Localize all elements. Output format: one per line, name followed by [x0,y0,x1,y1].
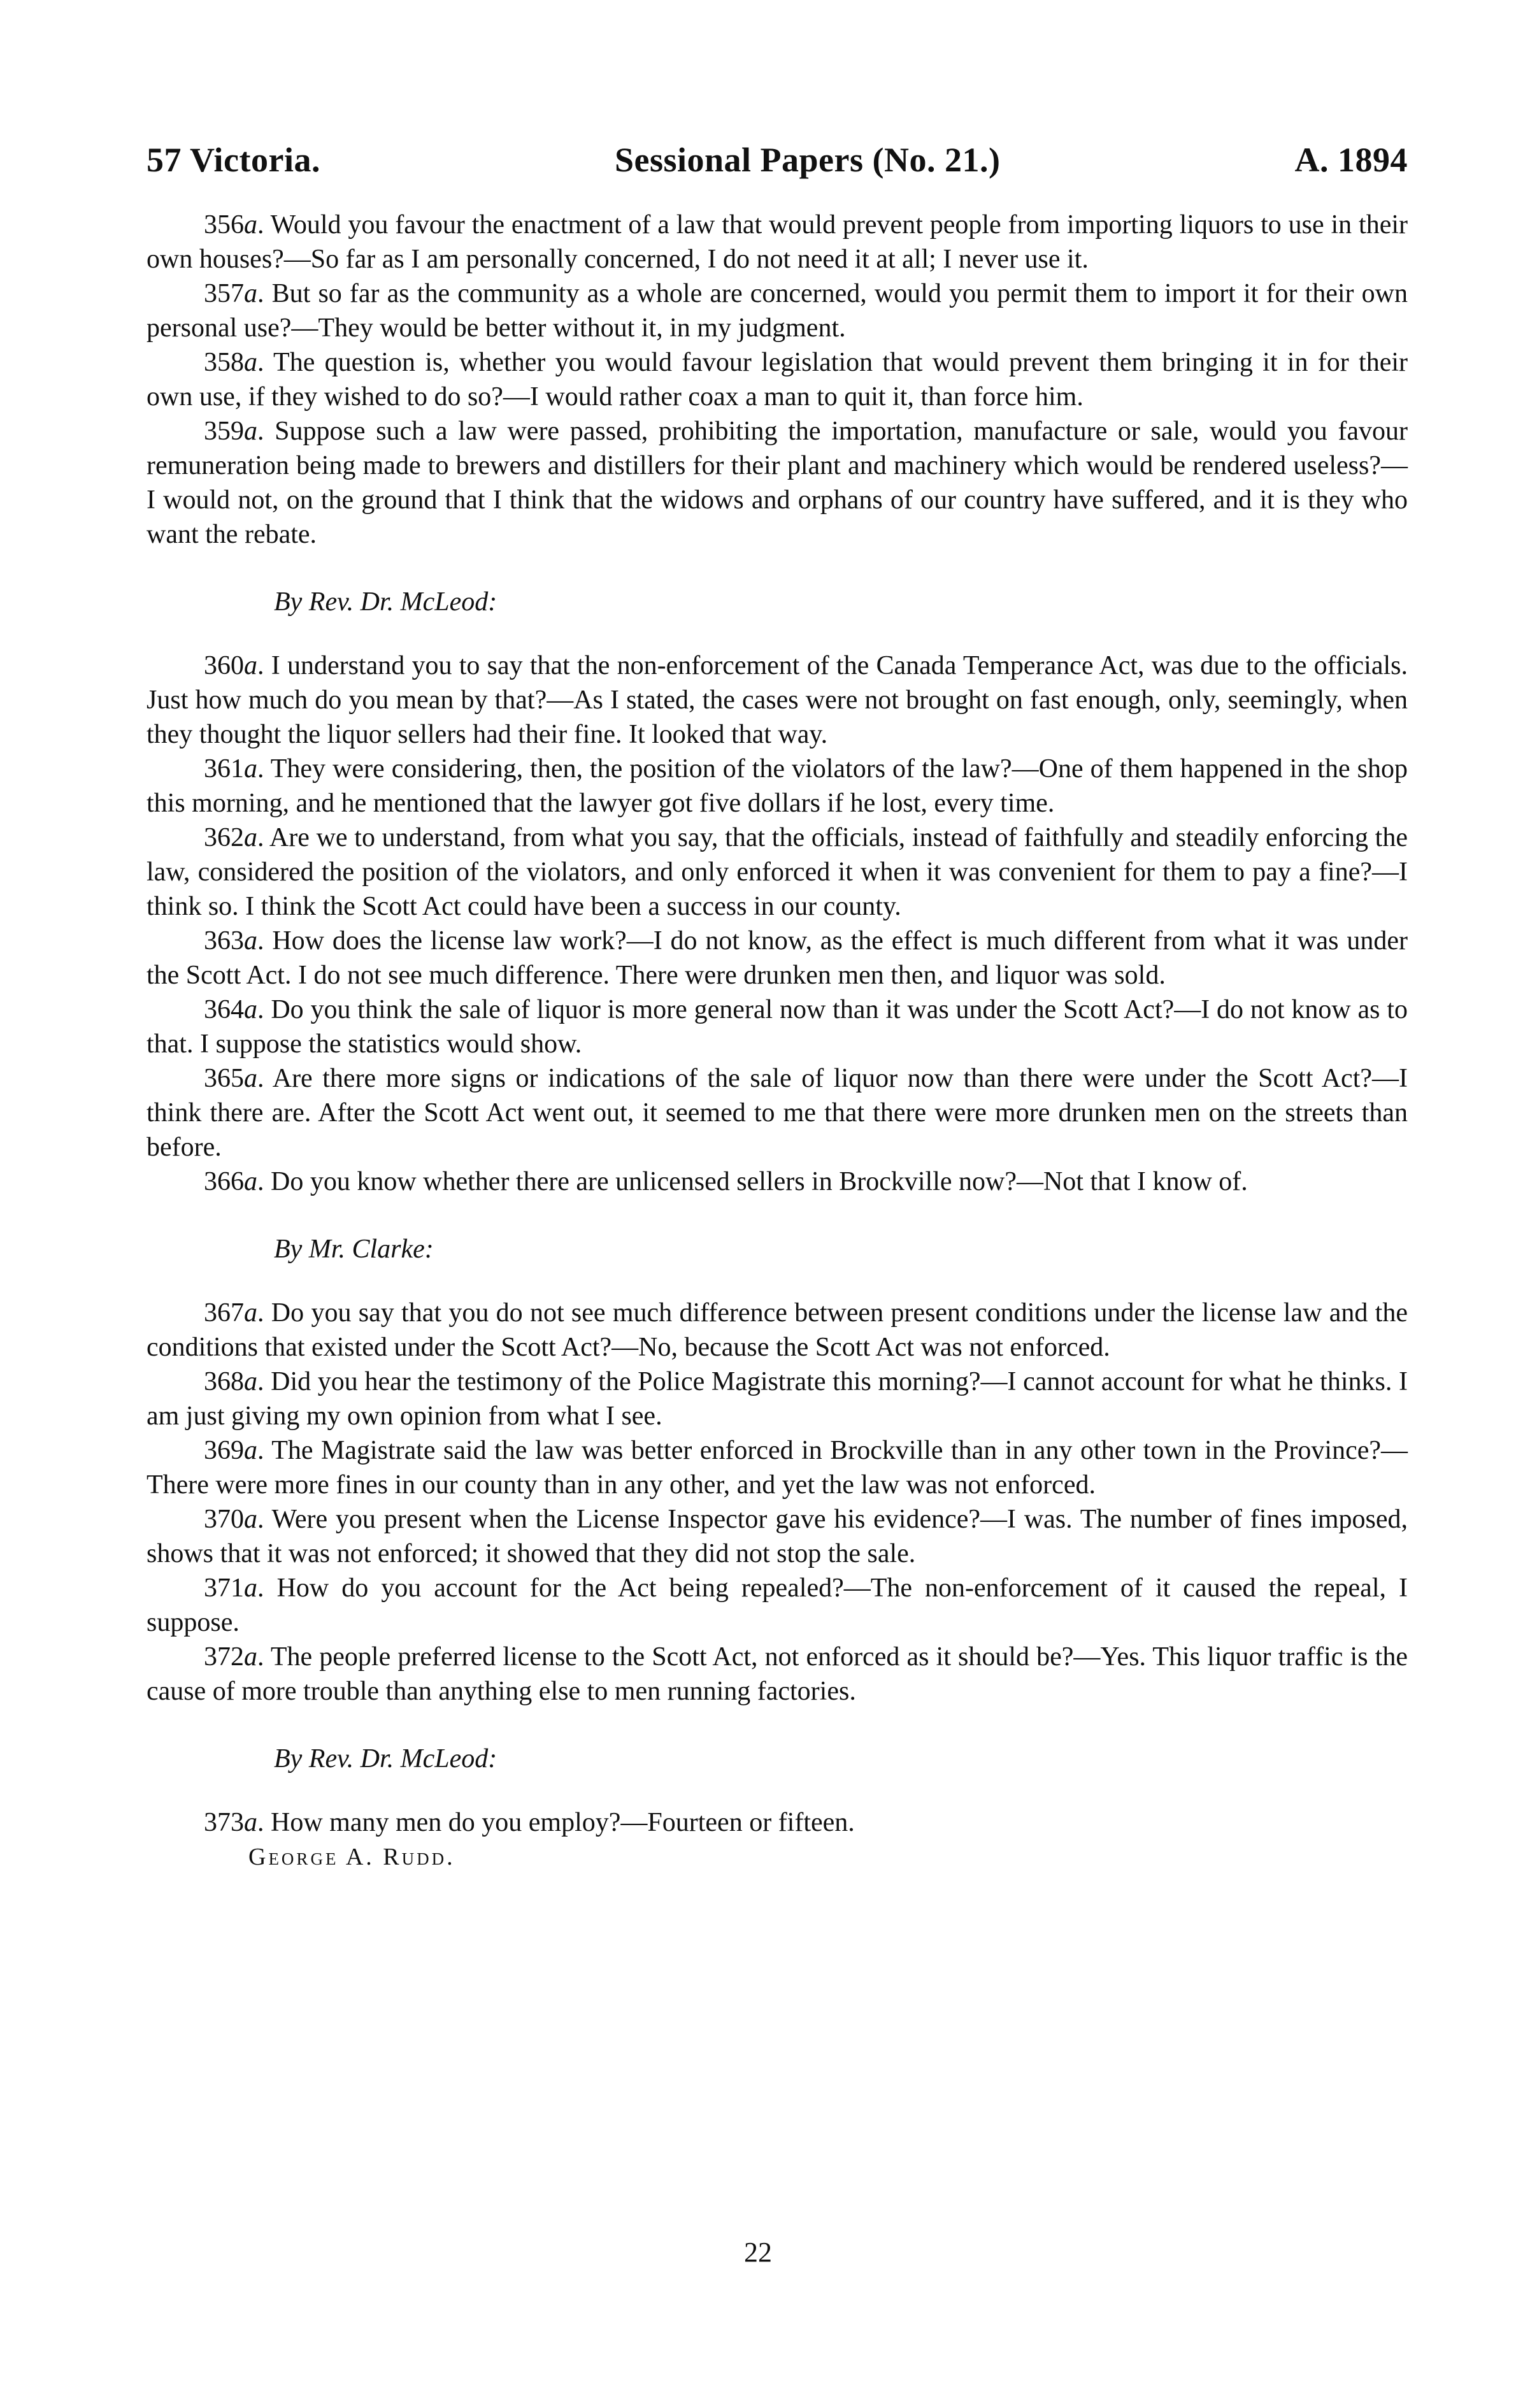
question-paragraph: 370a. Were you present when the License Inspector gave his evidence?—I was. The number of fines imposed, shows that it was not enforced; it showed that they did not stop the sale. [147,1505,1408,1568]
question-paragraph: 366a. Do you know whether there are unlicensed sellers in Brockville now?—Not that I know of. [204,1167,1248,1196]
header-publication: Sessional Papers (No. 21.) [614,141,1001,179]
header-session: 57 Victoria. [147,141,320,179]
document-page [147,140,1408,1874]
question-paragraph: 357a. But so far as the community as a whole are concerned, would you permit them to import it for their own personal use?—They would be better without it, in my judgment. [147,279,1408,343]
question-paragraph: 365a. Are there more signs or indications of the sale of liquor now than there were under the Scott Act?—I think there are. After the Scott Act went out, it seemed to me that there were more drunken men on the streets than before. [147,1064,1408,1162]
question-paragraph: 359a. Suppose such a law were passed, prohibiting the importation, manufacture or sale, would you favour remuneration being made to brewers and distillers for their plant and machinery which would be rendered useless?—I would not, on the ground that I think that the widows and orphans of our country have suffered, and it is they who want the rebate. [147,417,1408,549]
question-paragraph: 368a. Did you hear the testimony of the Police Magistrate this morning?—I cannot account for what he thinks. I am just giving my own opinion from what I see. [147,1367,1408,1431]
question-paragraph: 363a. How does the license law work?—I do not know, as the effect is much different from what it was under the Scott Act. I do not see much difference. There were drunken men then, and liquor was sold. [147,926,1408,990]
examiner-heading: By Rev. Dr. McLeod: [274,587,497,617]
question-paragraph: 360a. I understand you to say that the non-enforcement of the Canada Temperance Act, was due to the officials. Just how much do you mean by that?—As I stated, the cases were not brought on fast enough, only, seemingly, when they thought the liquor sellers had their fine. It looked that way. [147,651,1408,749]
question-paragraph: 373a. How many men do you employ?—Fourteen or fifteen. [204,1808,855,1837]
examiner-heading: By Rev. Dr. McLeod: [274,1744,497,1774]
running-header [147,140,1408,180]
question-paragraph: 356a. Would you favour the enactment of a law that would prevent people from importing liquors to use in their own houses?—So far as I am personally concerned, I do not need it at all; I never use it. [147,210,1408,274]
testimony-block-2 [147,649,1408,1199]
question-paragraph: 361a. They were considering, then, the position of the violators of the law?—One of them happened in the shop this morning, and he mentioned that the lawyer got five dollars if he lost, every time. [147,754,1408,818]
question-paragraph: 372a. The people preferred license to the Scott Act, not enforced as it should be?—Yes. This liquor traffic is the cause of more trouble than anything else to men running factories. [147,1642,1408,1706]
question-paragraph: 362a. Are we to understand, from what you say, that the officials, instead of faithfully and steadily enforcing the law, considered the position of the violators, and only enforced it when it was convenient for them to pay a fine?—I think so. I think the Scott Act could have been a success in our county. [147,823,1408,921]
examiner-heading: By Mr. Clarke: [274,1235,434,1264]
testimony-block-4 [147,1805,1408,1840]
testimony-block-1 [147,208,1408,552]
question-paragraph: 369a. The Magistrate said the law was better enforced in Brockville than in any other town in the Province?—There were more fines in our county than in any other, and yet the law was not enforced. [147,1436,1408,1500]
witness-signature: George A. Rudd. [248,1844,455,1870]
question-paragraph: 358a. The question is, whether you would favour legislation that would prevent them bringing it in for their own use, if they wished to do so?—I would rather coax a man to quit it, than force him. [147,348,1408,412]
testimony-block-3 [147,1296,1408,1709]
header-year: A. 1894 [1294,141,1408,179]
question-paragraph: 371a. How do you account for the Act being repealed?—The non-enforcement of it caused the repeal, I suppose. [147,1573,1408,1637]
question-paragraph: 367a. Do you say that you do not see much difference between present conditions under the license law and the conditions that existed under the Scott Act?—No, because the Scott Act was not enforced. [147,1298,1408,1362]
question-paragraph: 364a. Do you think the sale of liquor is more general now than it was under the Scott Act?—I do not know as to that. I suppose the statistics would show. [147,995,1408,1059]
page-number: 22 [744,2237,772,2268]
